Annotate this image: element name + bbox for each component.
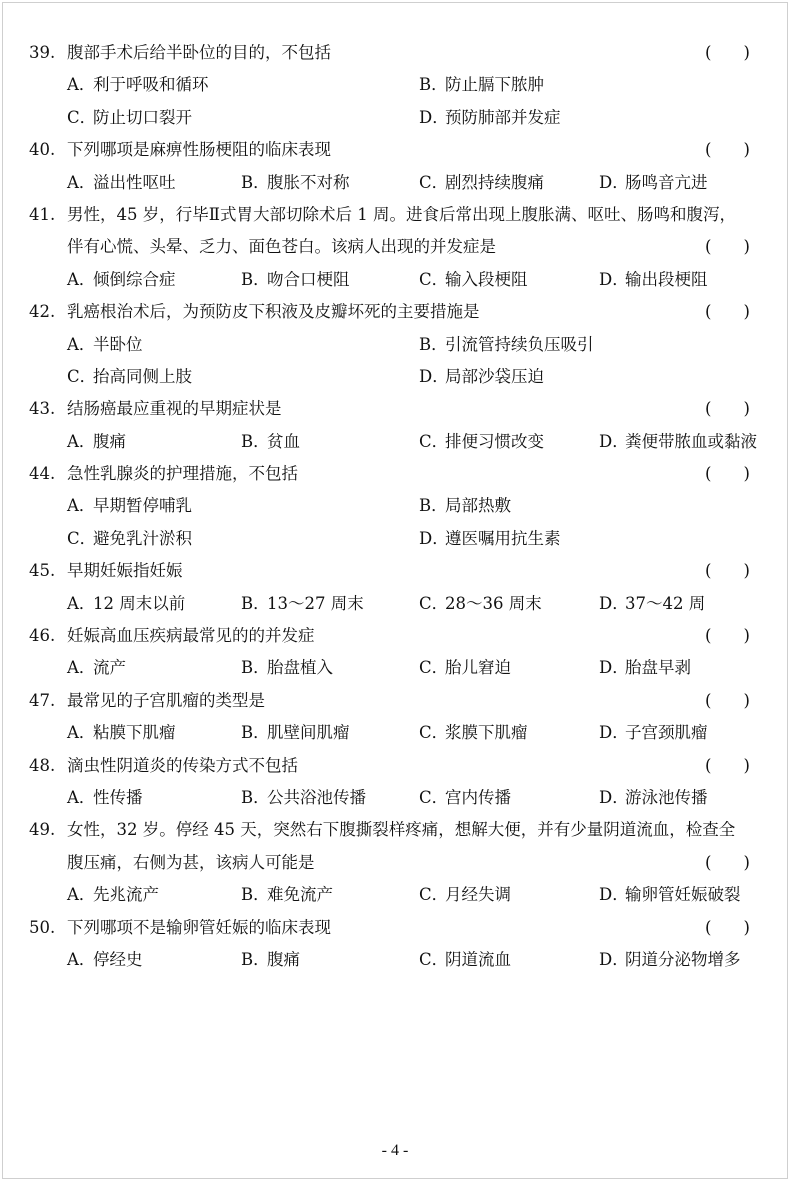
answer-blank[interactable] bbox=[705, 231, 750, 263]
answer-blank-open-paren: ( bbox=[705, 690, 712, 710]
question-number: 43. bbox=[29, 399, 56, 419]
answer-blank[interactable] bbox=[705, 296, 750, 328]
question-list bbox=[29, 37, 769, 976]
question-item bbox=[29, 620, 769, 685]
question-item bbox=[29, 199, 769, 296]
answer-option[interactable] bbox=[67, 361, 192, 393]
answer-blank-close-paren: ) bbox=[743, 464, 750, 484]
option-letter: D． bbox=[599, 593, 629, 613]
answer-option[interactable] bbox=[419, 782, 511, 814]
answer-blank-close-paren: ) bbox=[743, 140, 750, 160]
answer-blank[interactable] bbox=[705, 393, 750, 425]
option-letter: B． bbox=[419, 496, 448, 516]
option-text: 肠鸣音亢进 bbox=[625, 172, 708, 192]
answer-option[interactable] bbox=[599, 426, 757, 458]
answer-option[interactable] bbox=[419, 717, 528, 749]
options-row bbox=[29, 69, 769, 101]
question-stem-line bbox=[29, 750, 769, 782]
option-text: 公共浴池传播 bbox=[267, 787, 366, 807]
answer-blank-close-paren: ) bbox=[743, 237, 750, 257]
answer-option[interactable] bbox=[67, 329, 143, 361]
answer-blank-open-paren: ( bbox=[705, 399, 712, 419]
answer-blank[interactable] bbox=[705, 458, 750, 490]
option-text: 浆膜下肌瘤 bbox=[445, 723, 528, 743]
question-stem-text: 结肠癌最应重视的早期症状是 bbox=[67, 399, 282, 419]
option-letter: C． bbox=[419, 658, 449, 678]
answer-blank-open-paren: ( bbox=[705, 464, 712, 484]
options-row bbox=[29, 717, 769, 749]
answer-option[interactable] bbox=[67, 782, 143, 814]
option-letter: C． bbox=[419, 949, 449, 969]
answer-option[interactable] bbox=[241, 167, 350, 199]
option-letter: D． bbox=[599, 885, 629, 905]
option-text: 肌壁间肌瘤 bbox=[267, 723, 350, 743]
option-text: 12 周末以前 bbox=[93, 593, 186, 613]
option-text: 先兆流产 bbox=[93, 885, 159, 905]
option-text: 溢出性呕吐 bbox=[93, 172, 176, 192]
option-text: 子宫颈肌瘤 bbox=[625, 723, 708, 743]
answer-blank-open-paren: ( bbox=[705, 43, 712, 62]
option-letter: B． bbox=[419, 334, 448, 354]
option-text: 倾倒综合症 bbox=[93, 269, 176, 289]
question-number: 49. bbox=[29, 820, 56, 840]
option-text: 吻合口梗阻 bbox=[267, 269, 350, 289]
question-stem-line bbox=[29, 199, 769, 231]
options-row bbox=[29, 102, 769, 134]
answer-option[interactable] bbox=[67, 652, 126, 684]
option-letter: D． bbox=[419, 366, 449, 386]
question-number: 42. bbox=[29, 302, 56, 322]
question-number: 47. bbox=[29, 690, 56, 710]
option-text: 胎盘植入 bbox=[267, 658, 333, 678]
answer-option[interactable] bbox=[599, 652, 691, 684]
options-row bbox=[29, 426, 769, 458]
option-text: 局部热敷 bbox=[445, 496, 511, 516]
option-text: 输卵管妊娠破裂 bbox=[625, 885, 741, 905]
answer-blank-close-paren: ) bbox=[743, 302, 750, 322]
options-row bbox=[29, 588, 769, 620]
option-text: 剧烈持续腹痛 bbox=[445, 172, 544, 192]
answer-option[interactable] bbox=[241, 426, 300, 458]
option-letter: C． bbox=[67, 366, 97, 386]
option-letter: B． bbox=[241, 658, 270, 678]
answer-blank-open-paren: ( bbox=[705, 755, 712, 775]
question-stem-text: 伴有心慌、头晕、乏力、面色苍白。该病人出现的并发症是 bbox=[67, 237, 496, 257]
option-text: 抬高同侧上肢 bbox=[93, 366, 192, 386]
answer-blank-close-paren: ) bbox=[743, 43, 750, 62]
question-item bbox=[29, 134, 769, 199]
option-text: 停经史 bbox=[93, 949, 143, 969]
question-stem-continuation bbox=[29, 231, 769, 263]
answer-option[interactable] bbox=[67, 523, 192, 555]
options-row bbox=[29, 490, 769, 522]
option-text: 粘膜下肌瘤 bbox=[93, 723, 176, 743]
question-number: 45. bbox=[29, 561, 56, 581]
option-letter: D． bbox=[599, 269, 629, 289]
answer-option[interactable] bbox=[599, 717, 708, 749]
answer-blank[interactable] bbox=[705, 912, 750, 944]
option-text: 利于呼吸和循环 bbox=[93, 75, 209, 95]
question-number: 46. bbox=[29, 626, 56, 646]
answer-option[interactable] bbox=[67, 167, 176, 199]
answer-option[interactable] bbox=[419, 879, 511, 911]
option-text: 胎儿窘迫 bbox=[445, 658, 511, 678]
answer-option[interactable] bbox=[419, 426, 544, 458]
option-text: 28～36 周末 bbox=[445, 593, 542, 613]
answer-option[interactable] bbox=[599, 944, 741, 976]
option-text: 腹胀不对称 bbox=[267, 172, 350, 192]
question-stem-text: 下列哪项不是输卵管妊娠的临床表现 bbox=[67, 917, 331, 937]
option-letter: A． bbox=[67, 885, 96, 905]
option-text: 防止膈下脓肿 bbox=[445, 75, 544, 95]
question-item bbox=[29, 555, 769, 620]
option-letter: A． bbox=[67, 949, 96, 969]
option-letter: D． bbox=[599, 787, 629, 807]
question-stem-text: 妊娠高血压疾病最常见的的并发症 bbox=[67, 626, 315, 646]
option-text: 粪便带脓血或黏液 bbox=[625, 431, 757, 451]
question-stem-text: 最常见的子宫肌瘤的类型是 bbox=[67, 690, 265, 710]
question-item bbox=[29, 458, 769, 555]
answer-blank[interactable] bbox=[705, 685, 750, 717]
question-stem-continuation bbox=[29, 847, 769, 879]
options-row bbox=[29, 264, 769, 296]
option-letter: B． bbox=[241, 269, 270, 289]
option-text: 37～42 周 bbox=[625, 593, 706, 613]
option-text: 引流管持续负压吸引 bbox=[445, 334, 594, 354]
option-letter: B． bbox=[241, 885, 270, 905]
question-item bbox=[29, 912, 769, 977]
option-text: 月经失调 bbox=[445, 885, 511, 905]
option-text: 半卧位 bbox=[93, 334, 143, 354]
question-stem-line bbox=[29, 814, 769, 846]
question-stem-text: 腹压痛，右侧为甚，该病人可能是 bbox=[67, 852, 315, 872]
option-letter: D． bbox=[599, 658, 629, 678]
answer-blank[interactable] bbox=[705, 37, 750, 69]
answer-blank-close-paren: ) bbox=[743, 852, 750, 872]
option-letter: C． bbox=[419, 172, 449, 192]
answer-option[interactable] bbox=[67, 717, 176, 749]
question-stem-line bbox=[29, 296, 769, 328]
page-number: - 4 - bbox=[381, 1142, 409, 1159]
question-number: 41. bbox=[29, 204, 56, 224]
option-letter: A． bbox=[67, 787, 96, 807]
option-letter: A． bbox=[67, 496, 96, 516]
answer-blank[interactable] bbox=[705, 134, 750, 166]
option-letter: C． bbox=[419, 269, 449, 289]
question-number: 39. bbox=[29, 43, 56, 62]
option-text: 预防肺部并发症 bbox=[445, 107, 561, 127]
option-letter: A． bbox=[67, 75, 96, 95]
option-letter: B． bbox=[241, 949, 270, 969]
options-row bbox=[29, 879, 769, 911]
answer-blank-open-paren: ( bbox=[705, 917, 712, 937]
answer-blank-open-paren: ( bbox=[705, 626, 712, 646]
answer-option[interactable] bbox=[67, 426, 126, 458]
option-text: 遵医嘱用抗生素 bbox=[445, 528, 561, 548]
question-stem-text: 乳癌根治术后，为预防皮下积液及皮瓣坏死的主要措施是 bbox=[67, 302, 480, 322]
option-text: 难免流产 bbox=[267, 885, 333, 905]
question-stem-text: 早期妊娠指妊娠 bbox=[67, 561, 183, 581]
question-item bbox=[29, 393, 769, 458]
answer-option[interactable] bbox=[419, 264, 528, 296]
option-letter: D． bbox=[599, 949, 629, 969]
question-stem-line bbox=[29, 912, 769, 944]
option-letter: D． bbox=[599, 723, 629, 743]
answer-option[interactable] bbox=[67, 944, 143, 976]
answer-option[interactable] bbox=[599, 588, 705, 620]
option-letter: B． bbox=[241, 431, 270, 451]
answer-blank-close-paren: ) bbox=[743, 399, 750, 419]
option-letter: C． bbox=[67, 107, 97, 127]
answer-blank-close-paren: ) bbox=[743, 917, 750, 937]
options-row bbox=[29, 652, 769, 684]
option-text: 早期暂停哺乳 bbox=[93, 496, 192, 516]
option-text: 腹痛 bbox=[93, 431, 126, 451]
option-letter: A． bbox=[67, 723, 96, 743]
option-text: 流产 bbox=[93, 658, 126, 678]
question-stem-line bbox=[29, 620, 769, 652]
option-letter: A． bbox=[67, 658, 96, 678]
option-letter: A． bbox=[67, 334, 96, 354]
options-row bbox=[29, 782, 769, 814]
option-letter: C． bbox=[419, 885, 449, 905]
option-text: 输出段梗阻 bbox=[625, 269, 708, 289]
answer-blank-close-paren: ) bbox=[743, 690, 750, 710]
option-letter: B． bbox=[241, 172, 270, 192]
option-letter: D． bbox=[599, 172, 629, 192]
answer-option[interactable] bbox=[67, 102, 192, 134]
option-letter: A． bbox=[67, 593, 96, 613]
answer-option[interactable] bbox=[67, 69, 209, 101]
question-number: 44. bbox=[29, 464, 56, 484]
answer-blank-open-paren: ( bbox=[705, 237, 712, 257]
answer-option[interactable] bbox=[419, 588, 542, 620]
option-letter: D． bbox=[419, 528, 449, 548]
answer-option[interactable] bbox=[419, 102, 561, 134]
answer-blank[interactable] bbox=[705, 620, 750, 652]
answer-option[interactable] bbox=[419, 69, 544, 101]
option-text: 13～27 周末 bbox=[267, 593, 364, 613]
answer-blank-close-paren: ) bbox=[743, 561, 750, 581]
option-letter: D． bbox=[599, 431, 629, 451]
question-item bbox=[29, 296, 769, 393]
option-letter: C． bbox=[419, 431, 449, 451]
question-item bbox=[29, 37, 769, 134]
option-letter: A． bbox=[67, 431, 96, 451]
answer-option[interactable] bbox=[599, 879, 741, 911]
option-letter: B． bbox=[241, 787, 270, 807]
question-stem-text: 急性乳腺炎的护理措施，不包括 bbox=[67, 464, 298, 484]
question-stem-line bbox=[29, 134, 769, 166]
answer-option[interactable] bbox=[241, 264, 350, 296]
answer-blank-open-paren: ( bbox=[705, 852, 712, 872]
question-item bbox=[29, 685, 769, 750]
answer-blank[interactable] bbox=[705, 750, 750, 782]
option-text: 宫内传播 bbox=[445, 787, 511, 807]
answer-option[interactable] bbox=[241, 782, 366, 814]
answer-option[interactable] bbox=[67, 588, 185, 620]
answer-option[interactable] bbox=[241, 944, 300, 976]
question-number: 50. bbox=[29, 917, 56, 937]
option-text: 输入段梗阻 bbox=[445, 269, 528, 289]
question-stem-line bbox=[29, 458, 769, 490]
question-stem-text: 滴虫性阴道炎的传染方式不包括 bbox=[67, 755, 298, 775]
answer-blank-open-paren: ( bbox=[705, 561, 712, 581]
option-letter: B． bbox=[241, 723, 270, 743]
question-stem-text: 女性，32 岁。停经 45 天，突然右下腹撕裂样疼痛，想解大便，并有少量阴道流血，检查全 bbox=[67, 820, 736, 840]
option-text: 胎盘早剥 bbox=[625, 658, 691, 678]
question-stem-line bbox=[29, 393, 769, 425]
option-text: 游泳池传播 bbox=[625, 787, 708, 807]
option-letter: C． bbox=[419, 787, 449, 807]
answer-option[interactable] bbox=[419, 523, 561, 555]
options-row bbox=[29, 167, 769, 199]
answer-option[interactable] bbox=[241, 588, 364, 620]
option-text: 性传播 bbox=[93, 787, 143, 807]
exam-page bbox=[2, 2, 788, 1179]
answer-option[interactable] bbox=[419, 167, 544, 199]
options-row bbox=[29, 944, 769, 976]
answer-blank-open-paren: ( bbox=[705, 302, 712, 322]
option-letter: B． bbox=[241, 593, 270, 613]
answer-blank-close-paren: ) bbox=[743, 626, 750, 646]
option-text: 阴道分泌物增多 bbox=[625, 949, 741, 969]
answer-option[interactable] bbox=[419, 944, 511, 976]
option-text: 贫血 bbox=[267, 431, 300, 451]
option-letter: D． bbox=[419, 107, 449, 127]
options-row bbox=[29, 329, 769, 361]
option-letter: B． bbox=[419, 75, 448, 95]
answer-option[interactable] bbox=[241, 652, 333, 684]
option-text: 避免乳汁淤积 bbox=[93, 528, 192, 548]
option-letter: C． bbox=[419, 723, 449, 743]
answer-option[interactable] bbox=[419, 652, 511, 684]
option-text: 防止切口裂开 bbox=[93, 107, 192, 127]
answer-option[interactable] bbox=[599, 782, 708, 814]
question-stem-text: 下列哪项是麻痹性肠梗阻的临床表现 bbox=[67, 140, 331, 160]
option-letter: C． bbox=[419, 593, 449, 613]
option-text: 排便习惯改变 bbox=[445, 431, 544, 451]
question-stem-line bbox=[29, 685, 769, 717]
question-stem-line bbox=[29, 555, 769, 587]
option-letter: A． bbox=[67, 269, 96, 289]
question-number: 48. bbox=[29, 755, 56, 775]
options-row bbox=[29, 361, 769, 393]
question-stem-text: 腹部手术后给半卧位的目的，不包括 bbox=[67, 43, 331, 62]
question-item bbox=[29, 750, 769, 815]
answer-option[interactable] bbox=[241, 717, 350, 749]
answer-option[interactable] bbox=[419, 490, 511, 522]
option-text: 腹痛 bbox=[267, 949, 300, 969]
option-text: 局部沙袋压迫 bbox=[445, 366, 544, 386]
answer-blank[interactable] bbox=[705, 555, 750, 587]
answer-option[interactable] bbox=[599, 264, 708, 296]
answer-option[interactable] bbox=[419, 361, 544, 393]
answer-option[interactable] bbox=[67, 879, 159, 911]
answer-option[interactable] bbox=[419, 329, 594, 361]
question-number: 40. bbox=[29, 140, 56, 160]
question-stem-text: 男性，45 岁，行毕Ⅱ式胃大部切除术后 1 周。进食后常出现上腹胀满、呕吐、肠鸣和腹泻， bbox=[67, 204, 736, 224]
answer-option[interactable] bbox=[241, 879, 333, 911]
answer-blank-open-paren: ( bbox=[705, 140, 712, 160]
options-row bbox=[29, 523, 769, 555]
answer-option[interactable] bbox=[67, 490, 192, 522]
answer-option[interactable] bbox=[67, 264, 176, 296]
answer-blank[interactable] bbox=[705, 847, 750, 879]
option-letter: A． bbox=[67, 172, 96, 192]
option-letter: C． bbox=[67, 528, 97, 548]
question-stem-line bbox=[29, 37, 769, 69]
option-text: 阴道流血 bbox=[445, 949, 511, 969]
answer-blank-close-paren: ) bbox=[743, 755, 750, 775]
question-item bbox=[29, 814, 769, 911]
answer-option[interactable] bbox=[599, 167, 708, 199]
